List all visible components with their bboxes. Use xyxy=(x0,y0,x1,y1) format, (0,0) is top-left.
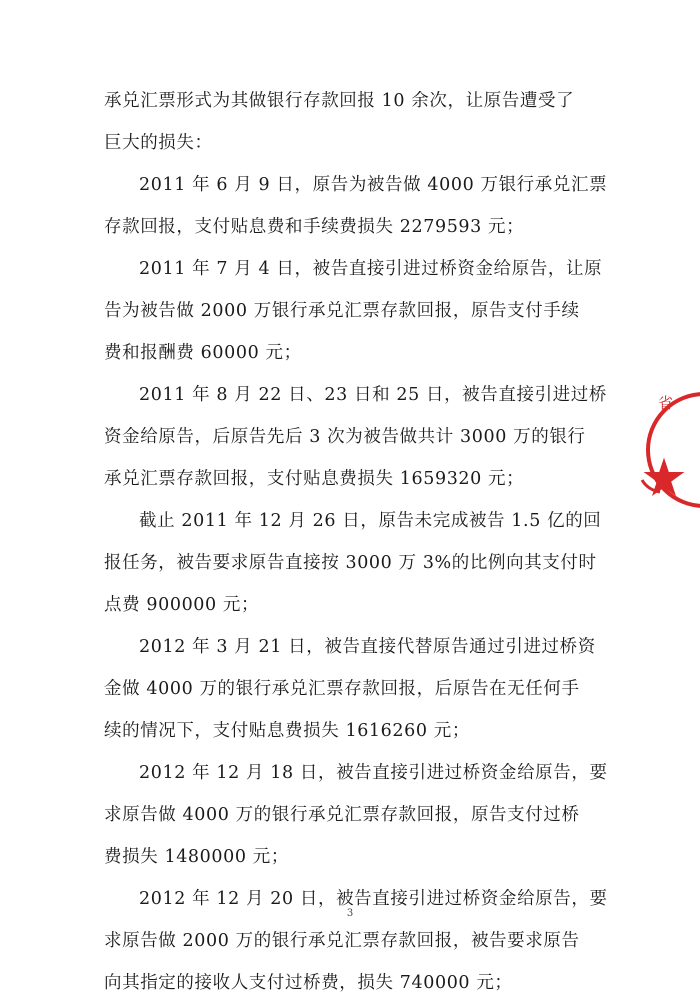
text-line: 2011 年 7 月 4 日，被告直接引进过桥资金给原告，让原 xyxy=(139,259,603,279)
text-line: 求原告做 4000 万的银行承兑汇票存款回报，原告支付过桥 xyxy=(104,805,580,825)
text-line: 2012 年 3 月 21 日，被告直接代替原告通过引进过桥资 xyxy=(139,637,596,657)
text-line: 费和报酬费 60000 元； xyxy=(104,343,302,363)
text-line: 巨大的损失： xyxy=(104,133,213,153)
body-text xyxy=(104,80,608,1004)
text-line: 资金给原告，后原告先后 3 次为被告做共计 3000 万的银行 xyxy=(104,427,586,447)
text-line: 2012 年 12 月 18 日，被告直接引进过桥资金给原告，要 xyxy=(139,763,608,783)
text-line: 截止 2011 年 12 月 26 日，原告未完成被告 1.5 亿的回 xyxy=(139,511,602,531)
text-line: 费损失 1480000 元； xyxy=(104,847,289,867)
text-line: 2011 年 6 月 9 日，原告为被告做 4000 万银行承兑汇票 xyxy=(139,175,608,195)
seal-text: 省 xyxy=(658,394,674,412)
text-line: 续的情况下，支付贴息费损失 1616260 元； xyxy=(104,721,470,741)
text-line: 2012 年 12 月 20 日，被告直接引进过桥资金给原告，要 xyxy=(139,889,608,909)
text-line: 向其指定的接收人支付过桥费，损失 740000 元； xyxy=(104,973,513,993)
text-line: 报任务，被告要求原告直接按 3000 万 3%的比例向其支付时 xyxy=(104,553,597,573)
text-line: 告为被告做 2000 万银行承兑汇票存款回报，原告支付手续 xyxy=(104,301,580,321)
text-line: 点费 900000 元； xyxy=(104,595,260,615)
red-seal-stamp xyxy=(640,380,700,520)
text-line: 金做 4000 万的银行承兑汇票存款回报，后原告在无任何手 xyxy=(104,679,580,699)
text-line: 承兑汇票形式为其做银行存款回报 10 余次，让原告遭受了 xyxy=(104,91,575,111)
text-line: 承兑汇票存款回报，支付贴息费损失 1659320 元； xyxy=(104,469,525,489)
text-line: 2011 年 8 月 22 日、23 日和 25 日，被告直接引进过桥 xyxy=(139,385,607,405)
page-number: 3 xyxy=(346,908,354,919)
text-line: 存款回报，支付贴息费和手续费损失 2279593 元； xyxy=(104,217,525,237)
text-line: 求原告做 2000 万的银行承兑汇票存款回报，被告要求原告 xyxy=(104,931,580,951)
